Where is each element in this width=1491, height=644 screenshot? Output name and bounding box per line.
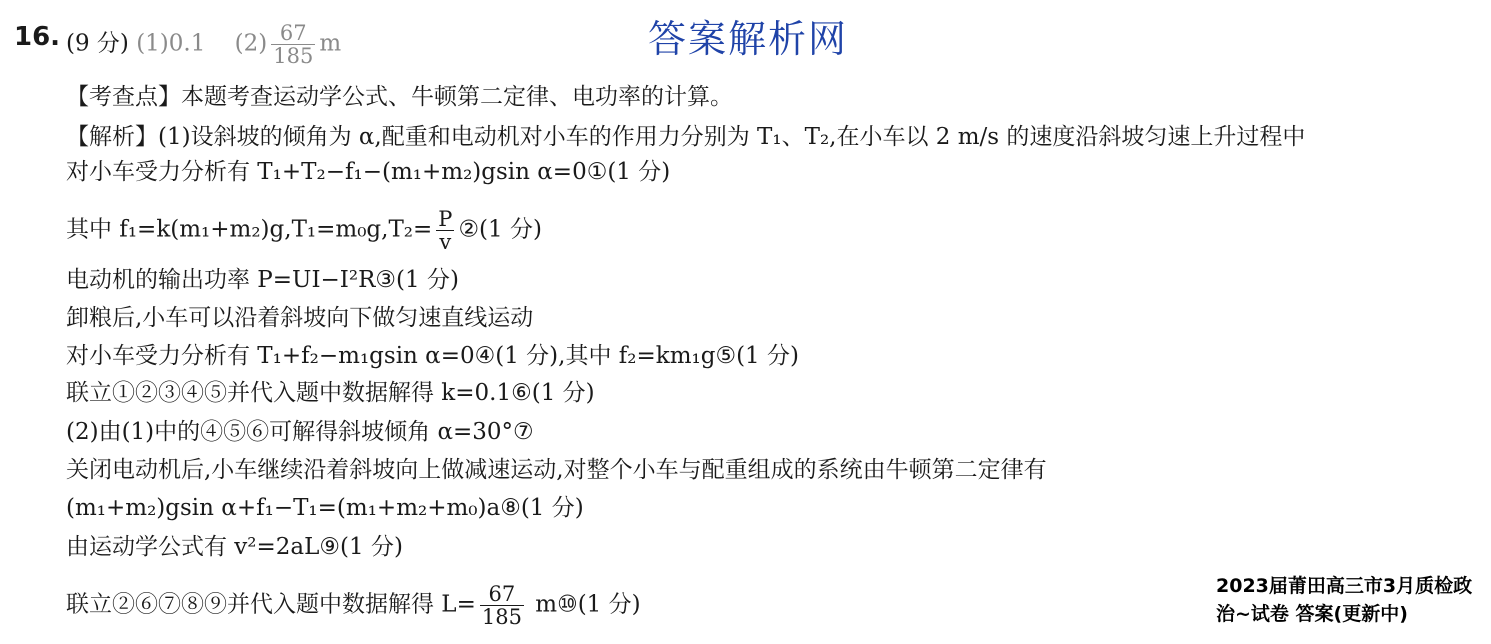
line12-text: 联立②⑥⑦⑧⑨并代入题中数据解得 L= xyxy=(66,591,476,618)
fraction-numerator: P xyxy=(438,207,453,231)
question-number: 16. xyxy=(14,22,61,52)
answer-part1: (1)0.1 xyxy=(136,30,206,57)
watermark-title: 答案解析网 xyxy=(648,17,849,61)
answer-summary xyxy=(66,22,341,67)
footer-line-2: 治~试卷 答案(更新中) xyxy=(1216,603,1408,625)
line12-tail: m⑩(1 分) xyxy=(527,591,641,618)
analysis-line-4: 电动机的输出功率 P=UI−I²R③(1 分) xyxy=(66,267,459,293)
fraction-denominator: 185 xyxy=(481,605,522,629)
answer-part2-unit: m xyxy=(319,30,342,57)
analysis-line-2: 对小车受力分析有 T₁+T₂−f₁−(m₁+m₂)gsin α=0①(1 分) xyxy=(66,159,671,185)
length-fraction xyxy=(480,583,524,628)
analysis-line-6: 对小车受力分析有 T₁+f₂−m₁gsin α=0④(1 分),其中 f₂=km₁g⑤(1 分) xyxy=(66,343,799,369)
analysis-line-5: 卸粮后,小车可以沿着斜坡向下做匀速直线运动 xyxy=(66,305,534,331)
analysis-line-1: 【解析】(1)设斜坡的倾角为 α,配重和电动机对小车的作用力分别为 T₁、T₂,在小车以 2 m/s 的速度沿斜坡匀速上升过程中 xyxy=(66,124,1306,150)
footer-note xyxy=(1216,572,1472,628)
analysis-line-10: (m₁+m₂)gsin α+f₁−T₁=(m₁+m₂+m₀)a⑧(1 分) xyxy=(66,495,584,521)
answer-part2-fraction xyxy=(271,22,315,67)
line3-tail: ②(1 分) xyxy=(458,216,542,243)
analysis-line-8: (2)由(1)中的④⑤⑥可解得斜坡倾角 α=30°⑦ xyxy=(66,419,534,445)
question-score: (9 分) xyxy=(66,30,129,57)
fraction-numerator: 67 xyxy=(279,21,307,45)
fraction-denominator: v xyxy=(436,230,454,253)
analysis-line-9: 关闭电动机后,小车继续沿着斜坡向上做减速运动,对整个小车与配重组成的系统由牛顿第二定律有 xyxy=(66,457,1047,483)
analysis-line-3 xyxy=(66,208,542,253)
fraction-numerator: 67 xyxy=(488,582,516,606)
analysis-line-12 xyxy=(66,583,641,628)
line3-text: 其中 f₁=k(m₁+m₂)g,T₁=m₀g,T₂= xyxy=(66,216,433,243)
exam-point-line: 【考查点】本题考查运动学公式、牛顿第二定律、电功率的计算。 xyxy=(66,84,733,110)
fraction-denominator: 185 xyxy=(273,44,314,68)
analysis-line-11: 由运动学公式有 v²=2aL⑨(1 分) xyxy=(66,534,403,560)
footer-line-1: 2023届莆田高三市3月质检政 xyxy=(1216,575,1473,597)
answer-part2-prefix: (2) xyxy=(234,30,268,57)
power-velocity-fraction xyxy=(436,208,454,253)
analysis-line-7: 联立①②③④⑤并代入题中数据解得 k=0.1⑥(1 分) xyxy=(66,380,595,406)
